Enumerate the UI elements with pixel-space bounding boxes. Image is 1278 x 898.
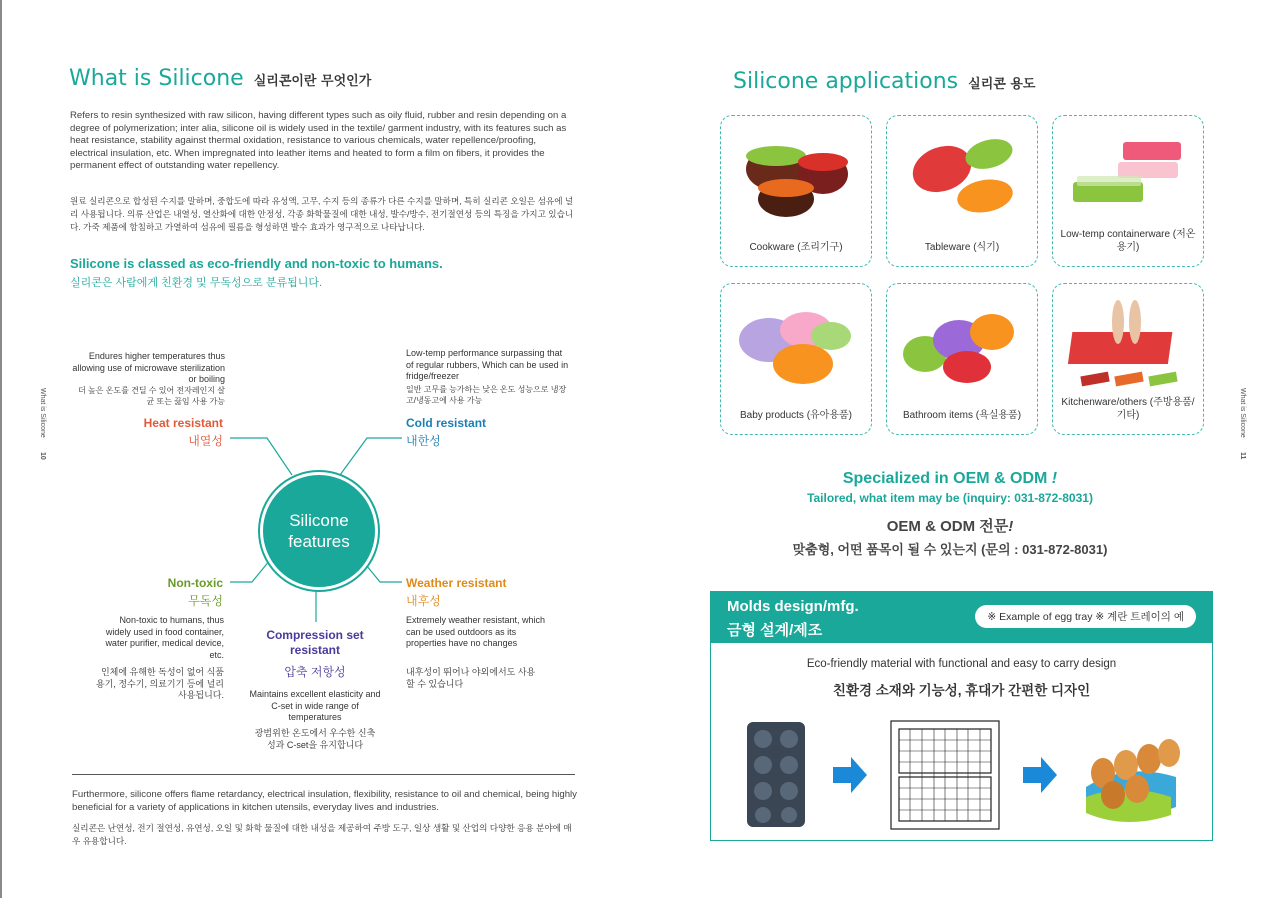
weather-desc-ko: 내후성이 뛰어나 야외에서도 사용할 수 있습니다 xyxy=(406,667,536,689)
app-label: Tableware (식기) xyxy=(924,242,1000,253)
side-label: What is Silicone xyxy=(1239,388,1246,438)
eco-heading: Silicone is classed as eco-friendly and non-toxic to humans. xyxy=(70,256,443,271)
footer-ko: 실리콘은 난연성, 전기 절연성, 유연성, 오일 및 화학 물질에 대한 내성을 제공하여 주방 도구, 일상 생활 및 산업의 다양한 응용 분야에 매우 유용합니다. xyxy=(72,823,572,846)
compression-title: Compression set resistant xyxy=(266,628,364,657)
molds-title: Molds design/mfg. xyxy=(727,598,859,615)
baby-products-image xyxy=(731,292,861,392)
eco-heading-ko: 실리콘은 사람에게 친환경 및 무독성으로 분류됩니다. xyxy=(70,277,323,289)
app-card-cookware xyxy=(720,115,872,267)
page-title-ko: 실리콘이란 무엇인가 xyxy=(253,74,372,89)
side-label: What is Silicone xyxy=(39,388,46,438)
app-label: Bathroom items (욕실용품) xyxy=(902,410,1022,421)
example-badge: ※ Example of egg tray ※ 계란 트레이의 예 xyxy=(975,605,1196,628)
app-label: Kitchenware/others (주방용품/기타) xyxy=(1061,397,1195,421)
nontoxic-desc-ko: 인체에 유해한 독성이 없어 식품 용기, 정수기, 의료기기 등에 널리 사용됩니다. xyxy=(95,667,224,700)
compression-title-ko: 압축 저항성 xyxy=(284,665,346,679)
weather-title-ko: 내후성 xyxy=(406,594,441,608)
molds-header xyxy=(711,592,1212,643)
intro-en: Refers to resin synthesized with raw silicon, having different types such as oily fluid, rubber and resin depending on a degree of polymerization; inter alia, silicone oil is widely used in the textile/ garment industry, with its features such as heat resistance, stability against thermal oxidation, resistance to various chemicals, water repellence/proofing, electrical insulation, etc. When impregnated into leather items and heated to form a film on fibers, it provides the permanent effect of outstanding water repellency. xyxy=(70,110,567,171)
intro-ko: 원료 실리콘으로 합성된 수지를 말하며, 중합도에 따라 유성액, 고무, 수지 등의 종류가 다른 수지를 말하며, 특히 실리콘 오일은 섬유에 널리 사용됩니다. 의류 산업은 내열성, 열산화에 대한 안정성, 각종 화학물질에 대한 내성, 발수/방수, 전기절연성 등의 특징을 가지고 있습니다. 가죽 제품에 함침하고 가열하여 섬유에 필름을 형성하면 발수 효과가 영구적으로 나타납니다. xyxy=(70,196,574,232)
kitchenware-image xyxy=(1063,292,1193,392)
page-number: 10 xyxy=(39,452,46,460)
molds-box xyxy=(710,591,1213,841)
mold-part-image xyxy=(747,722,805,827)
mold-drawing-image xyxy=(891,721,999,829)
app-card-kitchenware xyxy=(1052,283,1204,435)
cookware-image xyxy=(731,124,861,224)
arrow-icon xyxy=(833,757,867,793)
heat-desc-en: Endures higher temperatures thus allowing use of microwave sterilization or boiling xyxy=(72,351,225,384)
page-title-ko: 실리콘 용도 xyxy=(968,77,1036,92)
heat-title-ko: 내열성 xyxy=(188,434,223,448)
cold-desc-en: Low-temp performance surpassing that of regular rubbers, Which can be used in fridge/freezer xyxy=(406,348,569,381)
feature-connectors xyxy=(2,0,641,898)
app-card-tableware xyxy=(886,115,1038,267)
eco-design-ko: 친환경 소재와 기능성, 휴대가 간편한 디자인 xyxy=(832,683,1091,698)
compression-desc-ko: 광범위한 온도에서 우수한 신축성과 C-set을 유지합니다 xyxy=(254,728,376,750)
page-title: Silicone applications 실리콘 용도 xyxy=(733,69,1036,94)
nontoxic-title-ko: 무독성 xyxy=(188,594,223,608)
eco-design-en: Eco-friendly material with functional and easy to carry design xyxy=(806,658,1117,670)
oem-heading: Specialized in OEM & ODM ! xyxy=(842,470,1058,487)
container-image xyxy=(1063,124,1193,224)
app-label: Baby products (유아용품) xyxy=(739,410,852,421)
page-number: 11 xyxy=(1239,452,1246,460)
app-label: Low-temp containerware (저온용기) xyxy=(1060,229,1196,253)
tableware-image xyxy=(897,124,1027,224)
page-title: What is Silicone 실리콘이란 무엇인가 xyxy=(69,66,372,91)
silicone-features-circle: Silicone features xyxy=(260,472,378,590)
app-card-baby xyxy=(720,283,872,435)
cold-desc-ko: 일반 고무를 능가하는 낮은 온도 성능으로 냉장고/냉동고에 사용 가능 xyxy=(406,385,567,405)
nontoxic-title: Non-toxic xyxy=(167,576,223,590)
bathroom-image xyxy=(897,292,1027,392)
arrow-icon xyxy=(1023,757,1057,793)
footer-en: Furthermore, silicone offers flame retardancy, electrical insulation, flexibility, resistance to oil and chemical, being highly beneficial for a variety of applications in kitchen utensils, everyday lives and industries. xyxy=(72,789,577,813)
oem-sub: Tailored, what item may be (inquiry: 031-872-8031) xyxy=(807,491,1093,505)
oem-heading-ko: OEM & ODM 전문! xyxy=(886,518,1014,535)
oem-sub-ko: 맞춤형, 어떤 품목이 될 수 있는지 (문의 : 031-872-8031) xyxy=(792,542,1108,557)
weather-desc-en: Extremely weather resistant, which can be used outdoors as its properties have no changes xyxy=(406,615,546,648)
compression-desc-en: Maintains excellent elasticity and C-set in wide range of temperatures xyxy=(249,689,381,722)
cold-title-ko: 내한성 xyxy=(406,434,441,448)
molds-title-ko: 금형 설계/제조 xyxy=(727,622,823,639)
app-card-bathroom xyxy=(886,283,1038,435)
footer-divider xyxy=(72,774,575,775)
heat-desc-ko: 더 높은 온도를 견딜 수 있어 전자레인지 살균 또는 끓임 사용 가능 xyxy=(78,386,225,406)
cold-title: Cold resistant xyxy=(406,416,487,430)
app-label: Cookware (조리기구) xyxy=(749,242,843,253)
egg-tray-image xyxy=(1086,739,1180,822)
app-card-container xyxy=(1052,115,1204,267)
heat-title: Heat resistant xyxy=(143,416,223,430)
weather-title: Weather resistant xyxy=(406,576,507,590)
nontoxic-desc-en: Non-toxic to humans, thus widely used in food container, water purifier, medical device, etc. xyxy=(105,615,224,660)
egg-tray-process xyxy=(741,717,1191,832)
oem-block xyxy=(700,470,1200,558)
